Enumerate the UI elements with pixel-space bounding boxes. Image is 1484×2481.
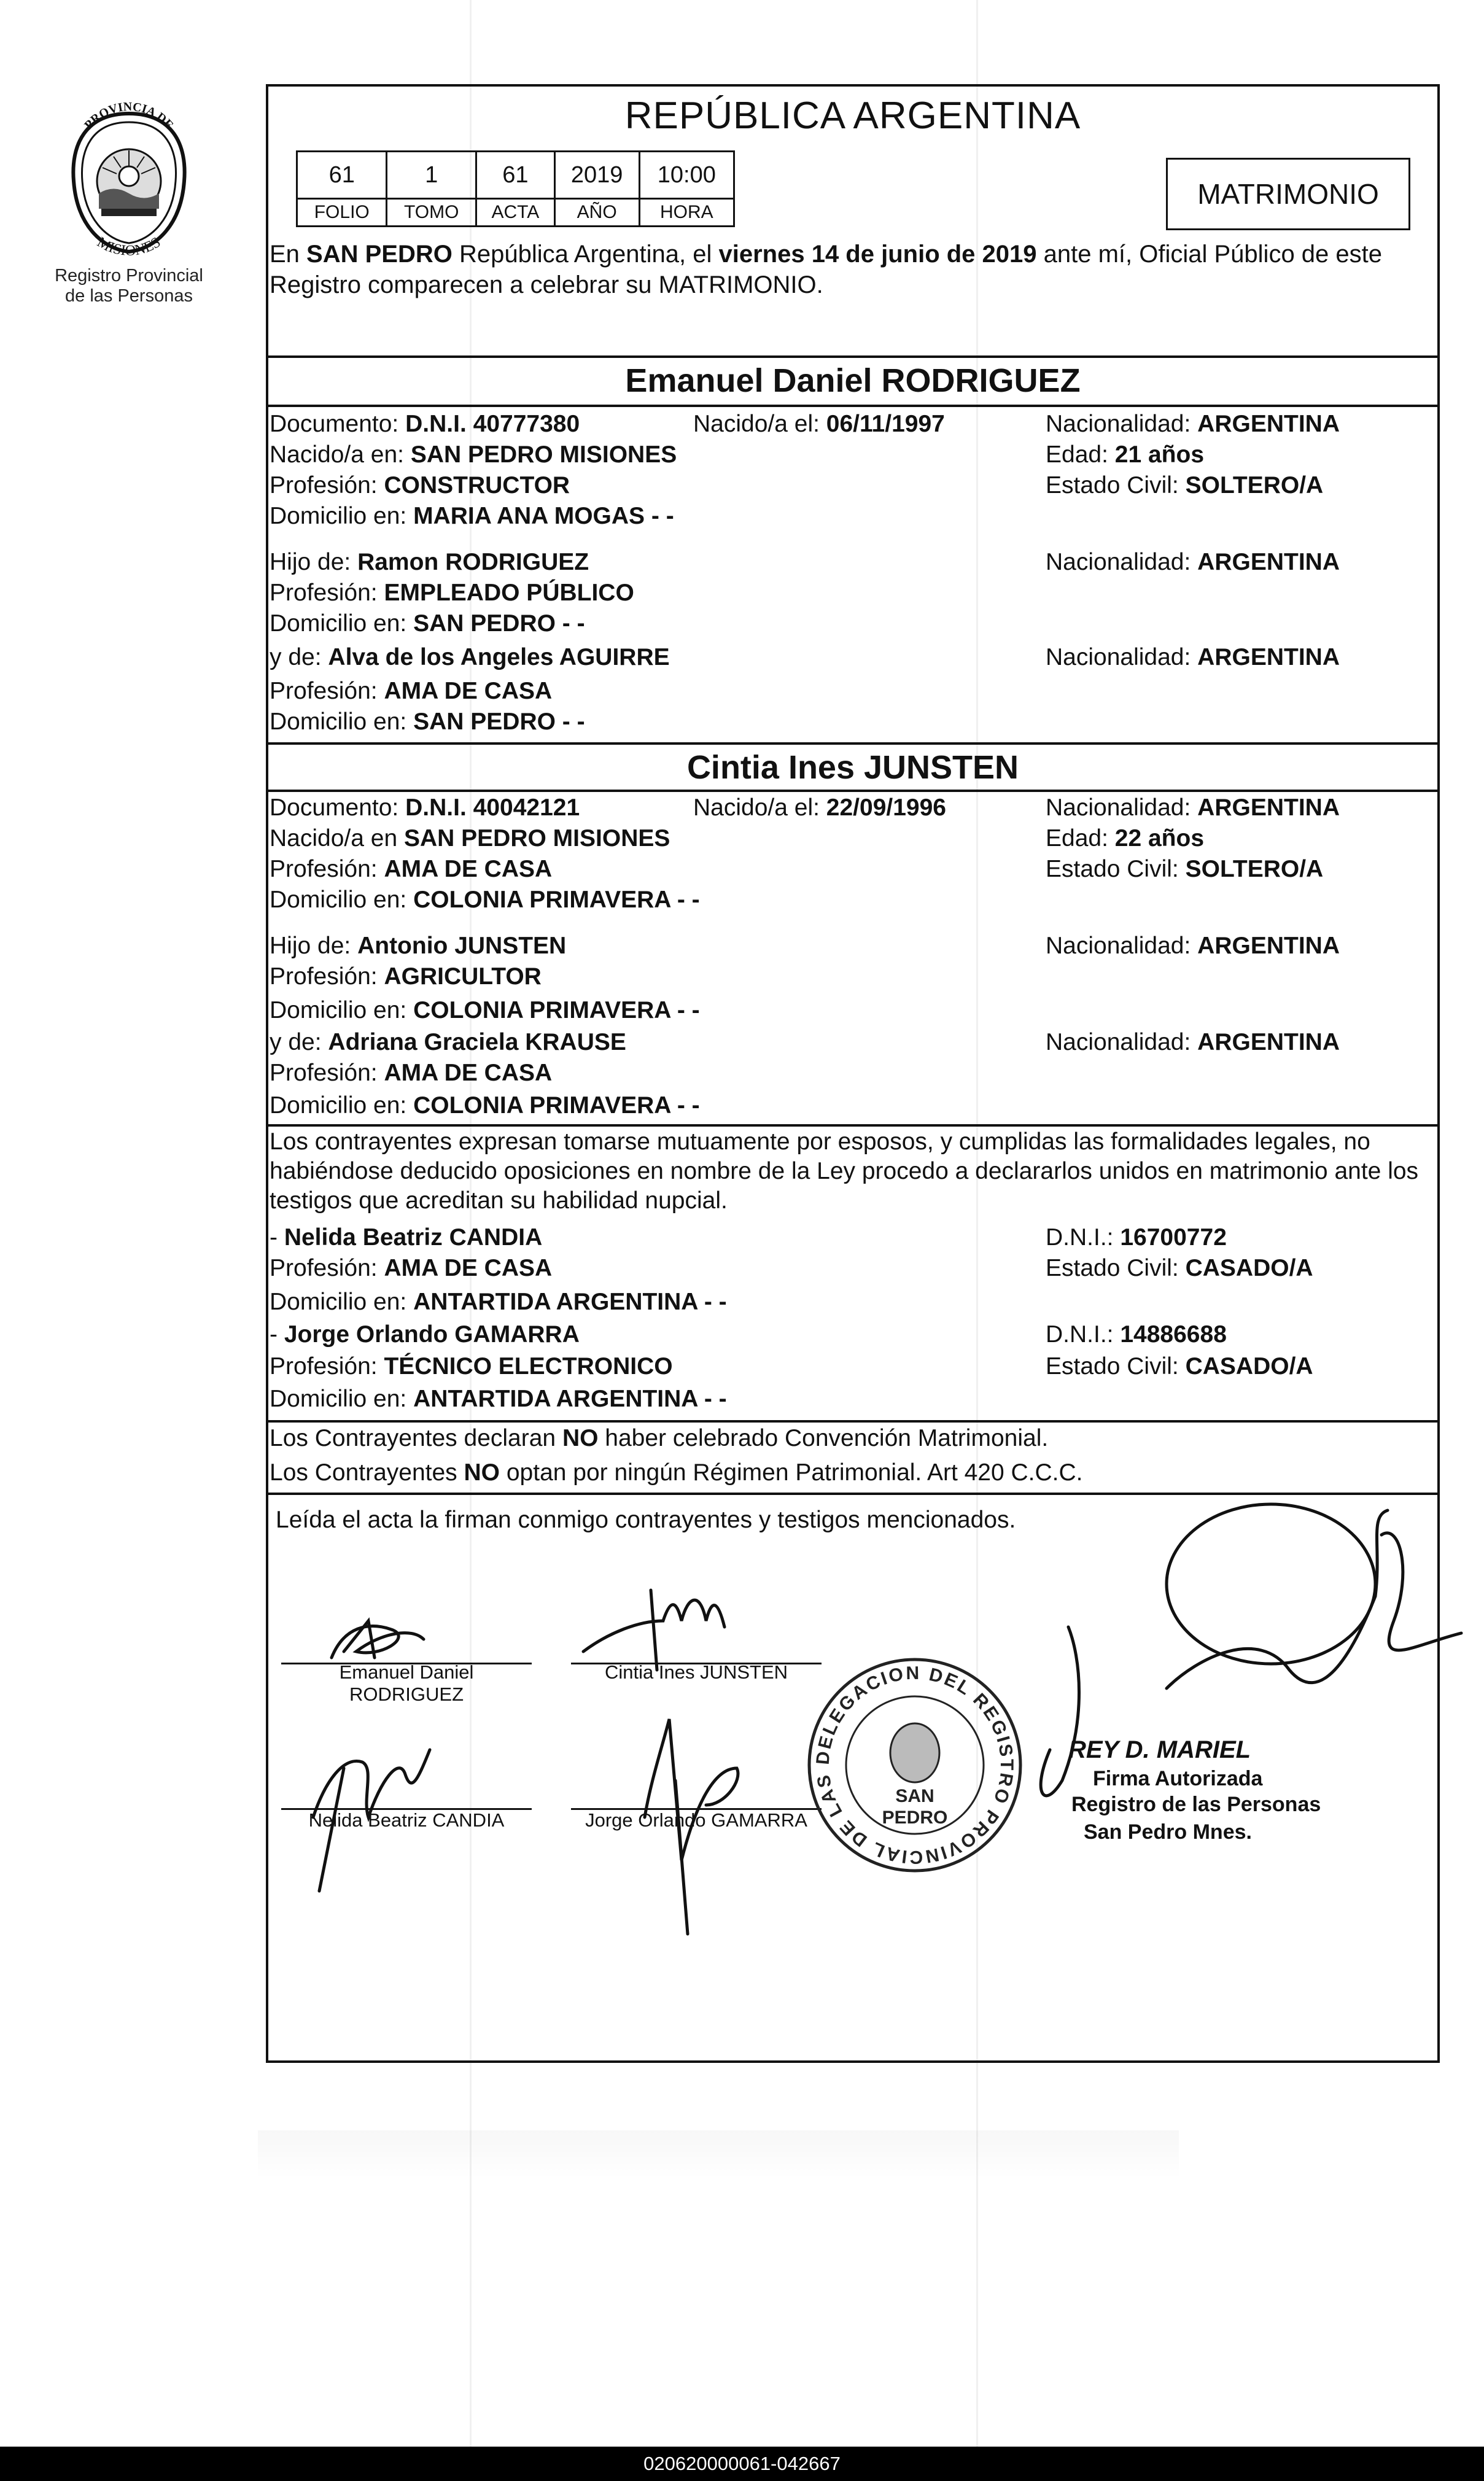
regime-line2: Los Contrayentes NO optan por ningún Régimen Patrimonial. Art 420 C.C.C. bbox=[270, 1459, 1083, 1486]
signature-label-witness1: Nelida Beatriz CANDIA bbox=[308, 1809, 505, 1831]
groom-mother-profession: Profesión: AMA DE CASA bbox=[270, 678, 553, 704]
anio-value: 2019 bbox=[554, 152, 639, 199]
svg-text:SAN: SAN bbox=[895, 1786, 934, 1806]
regime-line1: Los Contrayentes declaran NO haber celebrado Convención Matrimonial. bbox=[270, 1425, 1049, 1451]
tomo-label: TOMO bbox=[387, 199, 476, 227]
witness2-signature bbox=[645, 1719, 738, 1860]
svg-text:PEDRO: PEDRO bbox=[882, 1807, 948, 1828]
bride-row-profession: Profesión: AMA DE CASA Estado Civil: SOLTERO/A bbox=[270, 856, 1324, 882]
groom-mother-row: y de: Alva de los Angeles AGUIRRE Nacionalidad: ARGENTINA bbox=[270, 644, 1340, 670]
witness1-address: Domicilio en: ANTARTIDA ARGENTINA - - bbox=[270, 1289, 727, 1315]
intro-text: En SAN PEDRO República Argentina, el viernes 14 de junio de 2019 ante mí, Oficial Público de este Registro comparecen a celebrar su MATRIMONIO. bbox=[270, 241, 1383, 298]
witness2-profession: Profesión: TÉCNICO ELECTRONICO Estado Civil: CASADO/A bbox=[270, 1353, 1313, 1380]
groom-name: Emanuel Daniel RODRIGUEZ bbox=[625, 362, 1081, 399]
logo-caption-line2: de las Personas bbox=[65, 286, 193, 306]
officer-signature bbox=[1041, 1627, 1079, 1796]
groom-row-birthplace: Nacido/a en: SAN PEDRO MISIONES Edad: 21 años bbox=[270, 441, 1205, 468]
hora-value: 10:00 bbox=[639, 152, 734, 199]
acta-value: 61 bbox=[476, 152, 555, 199]
groom-row-profession: Profesión: CONSTRUCTOR Estado Civil: SOLTERO/A bbox=[270, 472, 1324, 499]
signature-label-bride: Cintia Ines JUNSTEN bbox=[604, 1661, 788, 1683]
witness2-address: Domicilio en: ANTARTIDA ARGENTINA - - bbox=[270, 1386, 727, 1412]
closing-text: Leída el acta la firman conmigo contrayentes y testigos mencionados. bbox=[276, 1507, 1016, 1533]
logo-caption-line1: Registro Provincial bbox=[55, 266, 203, 285]
act-type-box: MATRIMONIO bbox=[1166, 158, 1410, 230]
signature-label-witness2: Jorge Orlando GAMARRA bbox=[585, 1809, 807, 1831]
bride-row-birthplace: Nacido/a en SAN PEDRO MISIONES Edad: 22 años bbox=[270, 825, 1205, 852]
bride-mother-row: y de: Adriana Graciela KRAUSE Nacionalidad: ARGENTINA bbox=[270, 1029, 1340, 1055]
witness1-signature bbox=[313, 1750, 430, 1817]
svg-text:DELEGACION DEL REGISTRO PROVIN: DELEGACION DEL REGISTRO PROVINCIAL DE LAS bbox=[812, 1663, 1017, 1868]
document-barcode-code: 020620000061-042667 bbox=[0, 2447, 1484, 2481]
signature-label-groom: Emanuel Daniel RODRIGUEZ bbox=[339, 1661, 474, 1705]
stamp-icon bbox=[804, 1655, 1025, 1876]
hora-label: HORA bbox=[639, 199, 734, 227]
officer-office: Registro de las Personas bbox=[1071, 1793, 1321, 1816]
declaration-text: Los contrayentes expresan tomarse mutuamente por esposos, y cumplidas las formalidades legales, no habiéndose deducido oposiciones en nombre de la Ley procedo a declararlos unidos en matrimonio ante los testigos que acreditan su habilidad nupcial. bbox=[270, 1128, 1419, 1214]
page-title: REPÚBLICA ARGENTINA bbox=[624, 95, 1081, 137]
witness1-profession: Profesión: AMA DE CASA Estado Civil: CASADO/A bbox=[270, 1255, 1313, 1281]
bride-mother-address: Domicilio en: COLONIA PRIMAVERA - - bbox=[270, 1092, 700, 1119]
bride-name: Cintia Ines JUNSTEN bbox=[686, 749, 1019, 786]
bride-father-row: Hijo de: Antonio JUNSTEN Nacionalidad: ARGENTINA bbox=[270, 933, 1340, 959]
folio-label: FOLIO bbox=[297, 199, 387, 227]
groom-father-row: Hijo de: Ramon RODRIGUEZ Nacionalidad: ARGENTINA bbox=[270, 549, 1340, 575]
svg-text:PROVINCIA DE: PROVINCIA DE bbox=[82, 101, 176, 132]
bride-row-doc: Documento: D.N.I. 40042121 Nacido/a el: 22/09/1996 Nacionalidad: ARGENTINA bbox=[270, 794, 1340, 821]
tomo-value: 1 bbox=[387, 152, 476, 199]
groom-mother-address: Domicilio en: SAN PEDRO - - bbox=[270, 709, 585, 735]
groom-row-doc: Documento: D.N.I. 40777380 Nacido/a el: 06/11/1997 Nacionalidad: ARGENTINA bbox=[270, 411, 1340, 437]
witness1-row: - Nelida Beatriz CANDIA D.N.I.: 16700772 bbox=[270, 1224, 1227, 1251]
officer-name: REY D. MARIEL bbox=[1068, 1736, 1251, 1763]
groom-father-profession: Profesión: EMPLEADO PÚBLICO bbox=[270, 580, 634, 606]
officer-title: Firma Autorizada bbox=[1093, 1767, 1263, 1790]
bride-father-address: Domicilio en: COLONIA PRIMAVERA - - bbox=[270, 997, 700, 1023]
svg-text:MISIONES: MISIONES bbox=[94, 234, 164, 259]
folio-value: 61 bbox=[297, 152, 387, 199]
witness2-row: - Jorge Orlando GAMARRA D.N.I.: 14886688 bbox=[270, 1321, 1227, 1348]
groom-signature bbox=[332, 1626, 424, 1658]
groom-row-address: Domicilio en: MARIA ANA MOGAS - - bbox=[270, 503, 674, 529]
acta-label: ACTA bbox=[476, 199, 555, 227]
bride-row-address: Domicilio en: COLONIA PRIMAVERA - - bbox=[270, 887, 700, 913]
official-stamp bbox=[804, 1655, 1025, 1879]
anio-label: AÑO bbox=[554, 199, 639, 227]
groom-father-address: Domicilio en: SAN PEDRO - - bbox=[270, 610, 585, 637]
bride-father-profession: Profesión: AGRICULTOR bbox=[270, 963, 542, 990]
officer-location: San Pedro Mnes. bbox=[1084, 1820, 1252, 1844]
bride-mother-profession: Profesión: AMA DE CASA bbox=[270, 1060, 553, 1086]
